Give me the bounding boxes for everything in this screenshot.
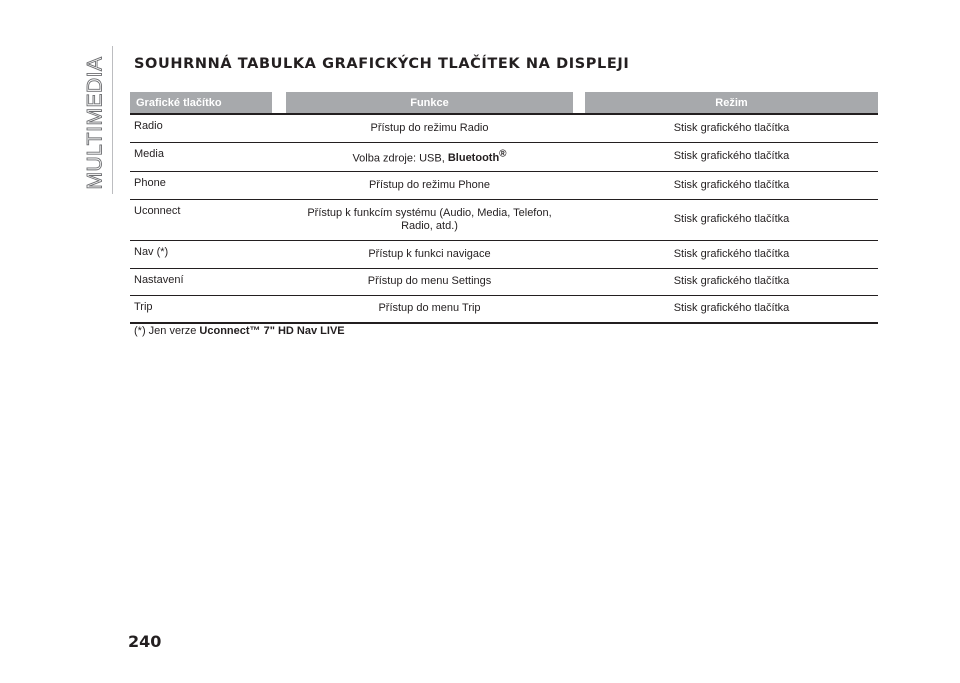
header-function: Funkce (286, 92, 573, 114)
cell-function: Přístup k funkci navigace (368, 247, 491, 260)
table-row (130, 268, 878, 295)
section-divider (112, 46, 113, 194)
page-number: 240 (128, 632, 162, 651)
cell-function: Přístup k funkcím systému (Audio, Media, Telefon, Radio, atd.) (307, 206, 552, 232)
cell-function: Volba zdroje: USB, Bluetooth® (352, 148, 507, 165)
table-header-row (130, 92, 878, 114)
cell-mode: Stisk grafického tlačítka (673, 302, 790, 315)
cell-button: Uconnect (134, 204, 181, 217)
summary-table (130, 92, 878, 324)
table-row (130, 171, 878, 199)
page-title: SOUHRNNÁ TABULKA GRAFICKÝCH TLAČÍTEK NA DISPLEJI (134, 56, 630, 72)
cell-mode: Stisk grafického tlačítka (673, 213, 790, 225)
section-label: MULTIMEDIA (83, 56, 107, 190)
cell-button: Media (134, 147, 164, 160)
table-row (130, 295, 878, 323)
cell-mode: Stisk grafického tlačítka (673, 247, 790, 260)
cell-function: Přístup do režimu Phone (368, 178, 491, 191)
cell-mode: Stisk grafického tlačítka (673, 178, 790, 191)
header-mode: Režim (585, 92, 878, 114)
table-row (130, 114, 878, 142)
cell-mode: Stisk grafického tlačítka (673, 150, 790, 162)
footnote: (*) Jen verze Uconnect™ 7" HD Nav LIVE (134, 325, 345, 337)
table-row (130, 240, 878, 268)
cell-button: Radio (134, 120, 163, 132)
cell-button: Trip (134, 300, 153, 313)
cell-button: Nastavení (134, 273, 184, 286)
table-row (130, 199, 878, 240)
cell-mode: Stisk grafického tlačítka (673, 121, 790, 134)
cell-function: Přístup do menu Trip (378, 302, 481, 315)
header-button: Grafické tlačítko (130, 92, 272, 114)
cell-function: Přístup do režimu Radio (370, 121, 489, 134)
cell-button: Nav (*) (134, 245, 169, 258)
cell-button: Phone (134, 176, 166, 189)
table-row (130, 142, 878, 171)
cell-function: Přístup do menu Settings (367, 275, 492, 287)
cell-mode: Stisk grafického tlačítka (673, 275, 790, 287)
